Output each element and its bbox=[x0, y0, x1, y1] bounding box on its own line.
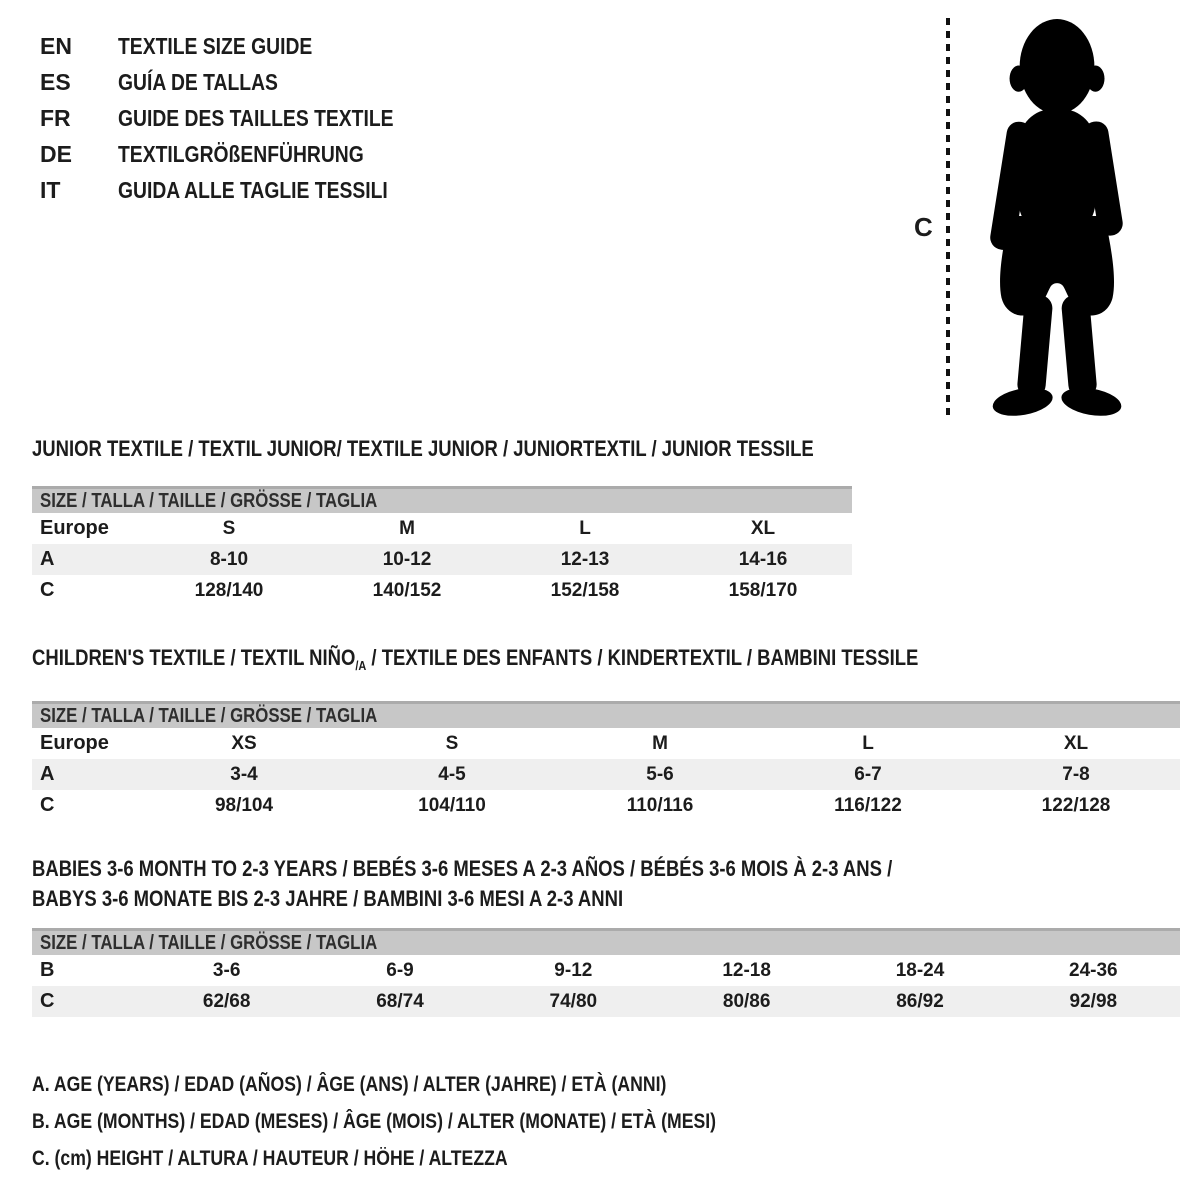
size-cell: XS bbox=[231, 733, 257, 754]
height-cell: 140/152 bbox=[372, 580, 442, 601]
row-label: C bbox=[40, 990, 55, 1012]
size-cell: M bbox=[399, 518, 415, 539]
babies-title-line2-text: BABYS 3-6 MONATE BIS 2-3 JAHRE / BAMBINI 3-6 MESI A 2-3 ANNI bbox=[32, 886, 624, 911]
language-label: TEXTILE SIZE GUIDE bbox=[118, 32, 313, 59]
title-pre: CHILDREN'S TEXTILE / TEXTIL NIÑO bbox=[32, 645, 356, 670]
height-cell: 158/170 bbox=[728, 580, 798, 601]
table-row-europe bbox=[32, 728, 1180, 759]
row-label: C bbox=[40, 794, 55, 816]
age-cell: 3-6 bbox=[212, 960, 241, 981]
title-subscript: /A bbox=[355, 658, 367, 673]
age-cell: 8-10 bbox=[209, 549, 249, 570]
language-row-fr bbox=[40, 100, 446, 136]
height-cell: 152/158 bbox=[550, 580, 620, 601]
height-cell: 62/68 bbox=[202, 991, 251, 1012]
toddler-silhouette-icon bbox=[968, 14, 1140, 418]
row-label: B bbox=[40, 959, 55, 981]
height-measure-figure bbox=[880, 0, 1180, 430]
height-cell: 98/104 bbox=[214, 795, 274, 816]
language-code: EN bbox=[40, 32, 72, 59]
legend-line-a-text: A. AGE (YEARS) / EDAD (AÑOS) / ÂGE (ANS) / ALTER (JAHRE) / ETÀ (ANNI) bbox=[32, 1073, 667, 1096]
age-cell: 6-7 bbox=[854, 764, 882, 785]
size-cell: L bbox=[579, 518, 591, 539]
size-cell: M bbox=[652, 733, 668, 754]
babies-textile-section bbox=[32, 856, 1180, 1017]
age-cell: 14-16 bbox=[738, 549, 788, 570]
legend-line-c bbox=[32, 1140, 846, 1177]
row-label: A bbox=[40, 763, 55, 785]
table-row-age bbox=[32, 759, 1180, 790]
age-cell: 6-9 bbox=[386, 960, 414, 981]
language-row-de bbox=[40, 136, 446, 172]
children-section-title-text bbox=[32, 645, 918, 679]
height-cell: 86/92 bbox=[896, 991, 944, 1012]
size-cell: L bbox=[862, 733, 874, 754]
children-section-title bbox=[32, 645, 1180, 679]
age-cell: 24-36 bbox=[1069, 960, 1118, 981]
language-label: GUIDA ALLE TAGLIE TESSILI bbox=[118, 176, 388, 203]
size-header-bar bbox=[32, 928, 1180, 955]
legend-line-b bbox=[32, 1103, 846, 1140]
table-row-height bbox=[32, 790, 1180, 821]
language-code: FR bbox=[40, 104, 71, 131]
age-cell: 12-18 bbox=[722, 960, 771, 981]
height-cell: 110/116 bbox=[626, 795, 694, 816]
size-cell: S bbox=[445, 733, 459, 754]
age-cell: 10-12 bbox=[382, 549, 432, 570]
legend-line-a bbox=[32, 1066, 846, 1103]
size-header-bar bbox=[32, 486, 852, 513]
age-cell: 12-13 bbox=[560, 549, 610, 570]
size-cell: S bbox=[222, 518, 236, 539]
height-cell: 116/122 bbox=[834, 795, 902, 816]
height-cell: 128/140 bbox=[194, 580, 264, 601]
legend bbox=[32, 1066, 846, 1177]
height-dashed-line bbox=[946, 18, 950, 418]
age-cell: 5-6 bbox=[646, 764, 674, 785]
junior-section-title bbox=[32, 436, 852, 462]
age-cell: 18-24 bbox=[895, 960, 945, 981]
size-header-text: SIZE / TALLA / TAILLE / GRÖSSE / TAGLIA bbox=[40, 932, 378, 954]
language-label: GUIDE DES TAILLES TEXTILE bbox=[118, 104, 394, 131]
table-row-europe bbox=[32, 513, 852, 544]
size-header-bar bbox=[32, 701, 1180, 728]
legend-line-b-text: B. AGE (MONTHS) / EDAD (MESES) / ÂGE (MOIS) / ALTER (MONATE) / ETÀ (MESI) bbox=[32, 1110, 717, 1133]
children-size-table bbox=[32, 701, 1180, 821]
language-list bbox=[40, 28, 446, 208]
language-code: DE bbox=[40, 140, 72, 167]
row-label: C bbox=[40, 579, 55, 601]
height-cell: 68/74 bbox=[376, 991, 424, 1012]
size-cell: XL bbox=[750, 518, 776, 539]
row-label: Europe bbox=[40, 517, 109, 539]
table-row-age bbox=[32, 544, 852, 575]
babies-section-title-line1 bbox=[32, 856, 1180, 882]
babies-size-table bbox=[32, 928, 1180, 1017]
age-cell: 4-5 bbox=[438, 764, 466, 785]
junior-size-table bbox=[32, 486, 852, 606]
language-row-en bbox=[40, 28, 446, 64]
age-cell: 7-8 bbox=[1062, 764, 1090, 785]
title-post: / TEXTILE DES ENFANTS / KINDERTEXTIL / BAMBINI TESSILE bbox=[366, 645, 919, 670]
size-header-text: SIZE / TALLA / TAILLE / GRÖSSE / TAGLIA bbox=[40, 490, 378, 512]
height-cell: 92/98 bbox=[1069, 991, 1118, 1012]
age-cell: 3-4 bbox=[230, 764, 258, 785]
language-code: ES bbox=[40, 68, 71, 95]
size-cell: XL bbox=[1063, 733, 1089, 754]
language-label: TEXTILGRÖßENFÜHRUNG bbox=[118, 140, 364, 167]
table-row-height bbox=[32, 986, 1180, 1017]
height-cell: 80/86 bbox=[722, 991, 771, 1012]
junior-textile-section bbox=[32, 436, 852, 606]
table-row-age-months bbox=[32, 955, 1180, 986]
size-header-text: SIZE / TALLA / TAILLE / GRÖSSE / TAGLIA bbox=[40, 705, 378, 727]
babies-section-title-line2 bbox=[32, 886, 1180, 912]
row-label: Europe bbox=[40, 732, 109, 754]
table-row-height bbox=[32, 575, 852, 606]
language-label: GUÍA DE TALLAS bbox=[118, 68, 278, 95]
junior-section-title-text: JUNIOR TEXTILE / TEXTIL JUNIOR/ TEXTILE JUNIOR / JUNIORTEXTIL / JUNIOR TESSILE bbox=[32, 436, 814, 461]
measure-c-label: C bbox=[914, 212, 933, 242]
language-row-it bbox=[40, 172, 446, 208]
legend-line-c-text: C. (cm) HEIGHT / ALTURA / HAUTEUR / HÖHE / ALTEZZA bbox=[32, 1147, 508, 1170]
age-cell: 9-12 bbox=[554, 960, 593, 981]
babies-title-line1-text: BABIES 3-6 MONTH TO 2-3 YEARS / BEBÉS 3-6 MESES A 2-3 AÑOS / BÉBÉS 3-6 MOIS À 2-3 ANS / bbox=[32, 856, 893, 881]
language-code: IT bbox=[40, 176, 61, 203]
children-textile-section bbox=[32, 645, 1180, 821]
language-row-es bbox=[40, 64, 446, 100]
height-cell: 74/80 bbox=[549, 991, 598, 1012]
height-cell: 104/110 bbox=[418, 795, 486, 816]
row-label: A bbox=[40, 548, 55, 570]
height-cell: 122/128 bbox=[1041, 795, 1111, 816]
